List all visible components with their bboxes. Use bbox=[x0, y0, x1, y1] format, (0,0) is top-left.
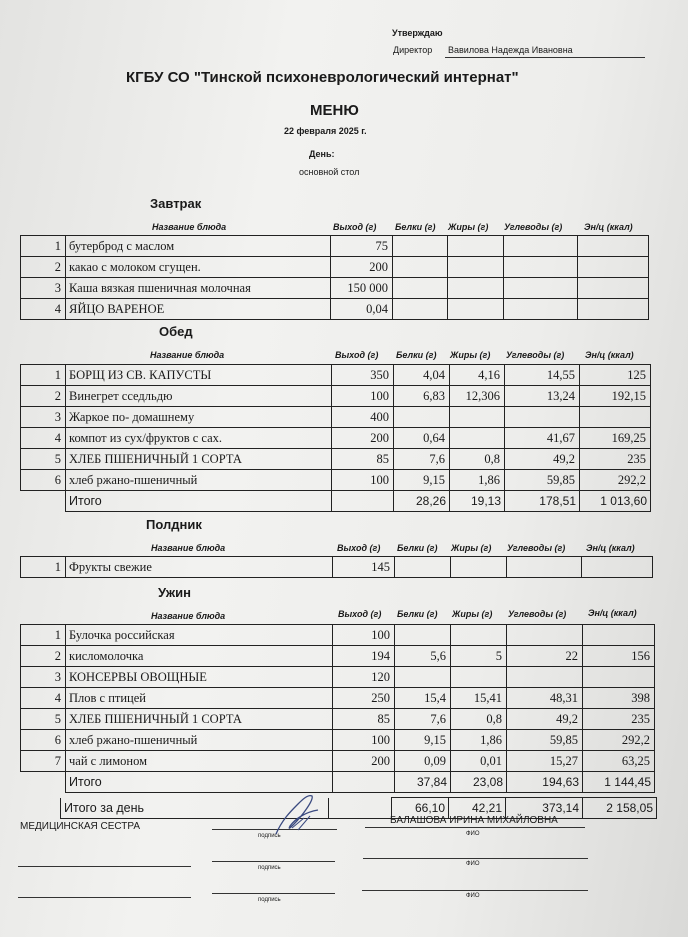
director-name: Вавилова Надежда Ивановна bbox=[448, 45, 573, 55]
table-row bbox=[21, 236, 649, 257]
dish-output: 75 bbox=[331, 236, 393, 257]
row-number: 2 bbox=[21, 646, 66, 667]
col-header-kcal: Эн/ц (ккал) bbox=[588, 608, 637, 618]
row-number: 1 bbox=[21, 625, 66, 646]
col-header-name: Название блюда bbox=[151, 543, 226, 553]
dish-output: 250 bbox=[333, 688, 395, 709]
dish-carbs bbox=[504, 278, 578, 299]
dish-kcal: 292,2 bbox=[580, 470, 651, 491]
row-number: 1 bbox=[21, 236, 66, 257]
dish-output: 200 bbox=[333, 751, 395, 772]
day-label: День: bbox=[309, 149, 335, 159]
dish-name: чай с лимоном bbox=[66, 751, 333, 772]
dish-fat: 0,8 bbox=[450, 449, 505, 470]
total-row bbox=[21, 772, 655, 793]
organization-name: КГБУ СО "Тинской психоневрологический интернат" bbox=[126, 69, 519, 86]
dish-fat: 0,01 bbox=[451, 751, 507, 772]
dish-name: ХЛЕБ ПШЕНИЧНЫЙ 1 СОРТА bbox=[66, 709, 333, 730]
table-row bbox=[21, 449, 651, 470]
col-header-fat: Жиры (г) bbox=[448, 222, 489, 232]
dish-kcal bbox=[583, 625, 655, 646]
day-total-table bbox=[60, 797, 657, 819]
dish-kcal bbox=[578, 278, 649, 299]
section-title-breakfast: Завтрак bbox=[150, 196, 202, 211]
dish-output: 194 bbox=[333, 646, 395, 667]
dish-protein bbox=[393, 257, 448, 278]
dish-carbs bbox=[504, 257, 578, 278]
total-kcal: 1 144,45 bbox=[583, 772, 655, 793]
total-kcal: 1 013,60 bbox=[580, 491, 651, 512]
dish-protein: 9,15 bbox=[395, 730, 451, 751]
section-title-dinner: Ужин bbox=[158, 585, 191, 600]
row-number: 4 bbox=[21, 688, 66, 709]
total-protein: 28,26 bbox=[394, 491, 450, 512]
col-header-kcal: Эн/ц (ккал) bbox=[584, 222, 633, 232]
table-type: основной стол bbox=[299, 167, 360, 177]
breakfast-table bbox=[20, 235, 649, 320]
total-fat: 19,13 bbox=[450, 491, 505, 512]
dish-output: 100 bbox=[332, 386, 394, 407]
dish-kcal: 169,25 bbox=[580, 428, 651, 449]
dish-output: 100 bbox=[333, 625, 395, 646]
dish-protein: 15,4 bbox=[395, 688, 451, 709]
dish-output: 400 bbox=[332, 407, 394, 428]
table-row bbox=[21, 428, 651, 449]
dish-fat bbox=[448, 278, 504, 299]
dish-fat: 1,86 bbox=[450, 470, 505, 491]
col-header-name: Название блюда bbox=[150, 350, 225, 360]
col-header-prot: Белки (г) bbox=[397, 543, 438, 553]
dish-protein: 6,83 bbox=[394, 386, 450, 407]
dish-name: БОРЩ ИЗ СВ. КАПУСТЫ bbox=[66, 365, 332, 386]
dish-name: Каша вязкая пшеничная молочная bbox=[66, 278, 331, 299]
dish-protein bbox=[393, 278, 448, 299]
dinner-table bbox=[20, 624, 655, 793]
dish-fat bbox=[451, 557, 507, 578]
table-row bbox=[21, 730, 655, 751]
dish-carbs: 13,24 bbox=[505, 386, 580, 407]
total-carbs: 178,51 bbox=[505, 491, 580, 512]
table-row bbox=[21, 299, 649, 320]
dish-kcal: 156 bbox=[583, 646, 655, 667]
dish-kcal bbox=[578, 257, 649, 278]
dish-carbs: 49,2 bbox=[505, 449, 580, 470]
col-header-out: Выход (г) bbox=[338, 609, 382, 619]
col-header-out: Выход (г) bbox=[337, 543, 381, 553]
dish-name: ХЛЕБ ПШЕНИЧНЫЙ 1 СОРТА bbox=[66, 449, 332, 470]
total-row bbox=[21, 491, 651, 512]
dish-kcal: 235 bbox=[580, 449, 651, 470]
total-carbs: 194,63 bbox=[507, 772, 583, 793]
signature-line bbox=[18, 897, 191, 898]
row-number: 2 bbox=[21, 257, 66, 278]
fio-caption: ФИО bbox=[466, 861, 480, 867]
fio-line bbox=[365, 827, 585, 828]
fio-caption: ФИО bbox=[466, 831, 480, 837]
row-number: 4 bbox=[21, 299, 66, 320]
dish-fat bbox=[451, 625, 507, 646]
dish-kcal: 125 bbox=[580, 365, 651, 386]
approval-label: Утверждаю bbox=[392, 28, 443, 38]
dish-fat: 5 bbox=[451, 646, 507, 667]
day-total-row bbox=[61, 798, 657, 819]
dish-kcal bbox=[582, 557, 653, 578]
dish-output: 100 bbox=[332, 470, 394, 491]
day-total-protein: 66,10 bbox=[392, 798, 449, 819]
row-number: 5 bbox=[21, 449, 66, 470]
table-row bbox=[21, 667, 655, 688]
col-header-fat: Жиры (г) bbox=[450, 350, 491, 360]
dish-protein: 7,6 bbox=[394, 449, 450, 470]
fio-line bbox=[362, 890, 588, 891]
sign-caption: подпись bbox=[258, 865, 281, 871]
row-number: 7 bbox=[21, 751, 66, 772]
row-number: 1 bbox=[21, 557, 66, 578]
col-header-fat: Жиры (г) bbox=[451, 543, 492, 553]
dish-output: 120 bbox=[333, 667, 395, 688]
table-row bbox=[21, 557, 653, 578]
col-header-kcal: Эн/ц (ккал) bbox=[585, 350, 634, 360]
row-number: 3 bbox=[21, 667, 66, 688]
dish-carbs bbox=[507, 557, 582, 578]
signature-line bbox=[212, 861, 335, 862]
nurse-name: БАЛАШОВА ИРИНА МИХАЙЛОВНА bbox=[390, 815, 558, 826]
dish-output: 200 bbox=[332, 428, 394, 449]
fio-line bbox=[363, 858, 588, 859]
row-number: 6 bbox=[21, 730, 66, 751]
dish-protein: 4,04 bbox=[394, 365, 450, 386]
dish-carbs bbox=[507, 667, 583, 688]
dish-output: 85 bbox=[333, 709, 395, 730]
row-number: 4 bbox=[21, 428, 66, 449]
dish-protein: 9,15 bbox=[394, 470, 450, 491]
table-row bbox=[21, 407, 651, 428]
dish-protein bbox=[394, 407, 450, 428]
sign-caption: подпись bbox=[258, 833, 281, 839]
signature-line bbox=[18, 866, 191, 867]
dish-name: Фрукты свежие bbox=[66, 557, 333, 578]
dish-name: бутерброд с маслом bbox=[66, 236, 331, 257]
dish-fat bbox=[448, 236, 504, 257]
dish-output: 85 bbox=[332, 449, 394, 470]
dish-kcal: 192,15 bbox=[580, 386, 651, 407]
dish-carbs bbox=[505, 407, 580, 428]
dish-name: Плов с птицей bbox=[66, 688, 333, 709]
col-header-prot: Белки (г) bbox=[396, 350, 437, 360]
table-row bbox=[21, 386, 651, 407]
dish-kcal: 398 bbox=[583, 688, 655, 709]
fio-caption: ФИО bbox=[466, 893, 480, 899]
dish-kcal bbox=[580, 407, 651, 428]
menu-date: 22 февраля 2025 г. bbox=[284, 126, 367, 136]
col-header-carb: Углеводы (г) bbox=[506, 350, 565, 360]
lunch-table bbox=[20, 364, 651, 512]
dish-kcal: 235 bbox=[583, 709, 655, 730]
dish-protein: 7,6 bbox=[395, 709, 451, 730]
col-header-fat: Жиры (г) bbox=[452, 609, 493, 619]
dish-output: 100 bbox=[333, 730, 395, 751]
dish-kcal: 292,2 bbox=[583, 730, 655, 751]
dish-fat: 0,8 bbox=[451, 709, 507, 730]
director-label: Директор bbox=[393, 45, 433, 55]
dish-output: 150 000 bbox=[331, 278, 393, 299]
dish-name: Винегрет сседльдю bbox=[66, 386, 332, 407]
dish-fat bbox=[448, 299, 504, 320]
dish-name: хлеб ржано-пшеничный bbox=[66, 730, 333, 751]
col-header-carb: Углеводы (г) bbox=[504, 222, 563, 232]
day-total-label: Итого за день bbox=[61, 798, 329, 819]
dish-carbs: 15,27 bbox=[507, 751, 583, 772]
row-number: 1 bbox=[21, 365, 66, 386]
dish-fat bbox=[450, 428, 505, 449]
col-header-prot: Белки (г) bbox=[395, 222, 436, 232]
dish-name: какао с молоком сгущен. bbox=[66, 257, 331, 278]
section-title-lunch: Обед bbox=[159, 324, 193, 339]
dish-output: 145 bbox=[333, 557, 395, 578]
handwritten-signature bbox=[268, 790, 328, 840]
table-row bbox=[21, 365, 651, 386]
col-header-name: Название блюда bbox=[151, 611, 226, 621]
day-total-carbs: 373,14 bbox=[506, 798, 583, 819]
dish-name: компот из сух/фруктов с сах. bbox=[66, 428, 332, 449]
dish-carbs bbox=[507, 625, 583, 646]
nurse-title: МЕДИЦИНСКАЯ СЕСТРА bbox=[20, 821, 141, 832]
col-header-name: Название блюда bbox=[152, 222, 227, 232]
dish-fat: 4,16 bbox=[450, 365, 505, 386]
dish-protein bbox=[393, 299, 448, 320]
signature-line bbox=[212, 893, 335, 894]
sign-caption: подпись bbox=[258, 897, 281, 903]
dish-fat: 12,306 bbox=[450, 386, 505, 407]
dish-kcal bbox=[583, 667, 655, 688]
dish-carbs bbox=[504, 299, 578, 320]
dish-name: Булочка российская bbox=[66, 625, 333, 646]
col-header-kcal: Эн/ц (ккал) bbox=[586, 543, 635, 553]
dish-carbs bbox=[504, 236, 578, 257]
col-header-prot: Белки (г) bbox=[397, 609, 438, 619]
total-protein: 37,84 bbox=[395, 772, 451, 793]
dish-kcal bbox=[578, 299, 649, 320]
total-fat: 23,08 bbox=[451, 772, 507, 793]
dish-name: кисломолочка bbox=[66, 646, 333, 667]
dish-output: 0,04 bbox=[331, 299, 393, 320]
table-row bbox=[21, 257, 649, 278]
col-header-out: Выход (г) bbox=[335, 350, 379, 360]
day-total-fat: 42,21 bbox=[449, 798, 506, 819]
dish-name: хлеб ржано-пшеничный bbox=[66, 470, 332, 491]
dish-protein bbox=[395, 625, 451, 646]
dish-carbs: 41,67 bbox=[505, 428, 580, 449]
dish-fat: 15,41 bbox=[451, 688, 507, 709]
dish-output: 200 bbox=[331, 257, 393, 278]
dish-output: 350 bbox=[332, 365, 394, 386]
table-row bbox=[21, 751, 655, 772]
dish-protein bbox=[393, 236, 448, 257]
row-number: 3 bbox=[21, 278, 66, 299]
dish-fat bbox=[448, 257, 504, 278]
dish-carbs: 14,55 bbox=[505, 365, 580, 386]
table-row bbox=[21, 688, 655, 709]
dish-protein bbox=[395, 557, 451, 578]
table-row bbox=[21, 470, 651, 491]
table-row bbox=[21, 646, 655, 667]
row-number: 2 bbox=[21, 386, 66, 407]
dish-carbs: 59,85 bbox=[507, 730, 583, 751]
dish-protein: 5,6 bbox=[395, 646, 451, 667]
dish-fat bbox=[451, 667, 507, 688]
row-number: 6 bbox=[21, 470, 66, 491]
day-total-kcal: 2 158,05 bbox=[583, 798, 657, 819]
dish-kcal: 63,25 bbox=[583, 751, 655, 772]
col-header-out: Выход (г) bbox=[333, 222, 377, 232]
dish-protein: 0,64 bbox=[394, 428, 450, 449]
table-row bbox=[21, 709, 655, 730]
dish-carbs: 22 bbox=[507, 646, 583, 667]
total-label: Итого bbox=[66, 772, 333, 793]
row-number: 3 bbox=[21, 407, 66, 428]
dish-carbs: 49,2 bbox=[507, 709, 583, 730]
dish-carbs: 59,85 bbox=[505, 470, 580, 491]
director-underline bbox=[445, 57, 645, 58]
dish-protein: 0,09 bbox=[395, 751, 451, 772]
dish-protein bbox=[395, 667, 451, 688]
table-row bbox=[21, 625, 655, 646]
col-header-carb: Углеводы (г) bbox=[508, 609, 567, 619]
dish-kcal bbox=[578, 236, 649, 257]
dish-fat: 1,86 bbox=[451, 730, 507, 751]
page-title: МЕНЮ bbox=[310, 102, 359, 119]
table-row bbox=[21, 278, 649, 299]
col-header-carb: Углеводы (г) bbox=[507, 543, 566, 553]
dish-carbs: 48,31 bbox=[507, 688, 583, 709]
dish-fat bbox=[450, 407, 505, 428]
section-title-snack: Полдник bbox=[146, 517, 202, 532]
dish-name: ЯЙЦО ВАРЕНОЕ bbox=[66, 299, 331, 320]
dish-name: КОНСЕРВЫ ОВОЩНЫЕ bbox=[66, 667, 333, 688]
row-number: 5 bbox=[21, 709, 66, 730]
total-label: Итого bbox=[66, 491, 332, 512]
snack-table bbox=[20, 556, 653, 578]
dish-name: Жаркое по- домашнему bbox=[66, 407, 332, 428]
